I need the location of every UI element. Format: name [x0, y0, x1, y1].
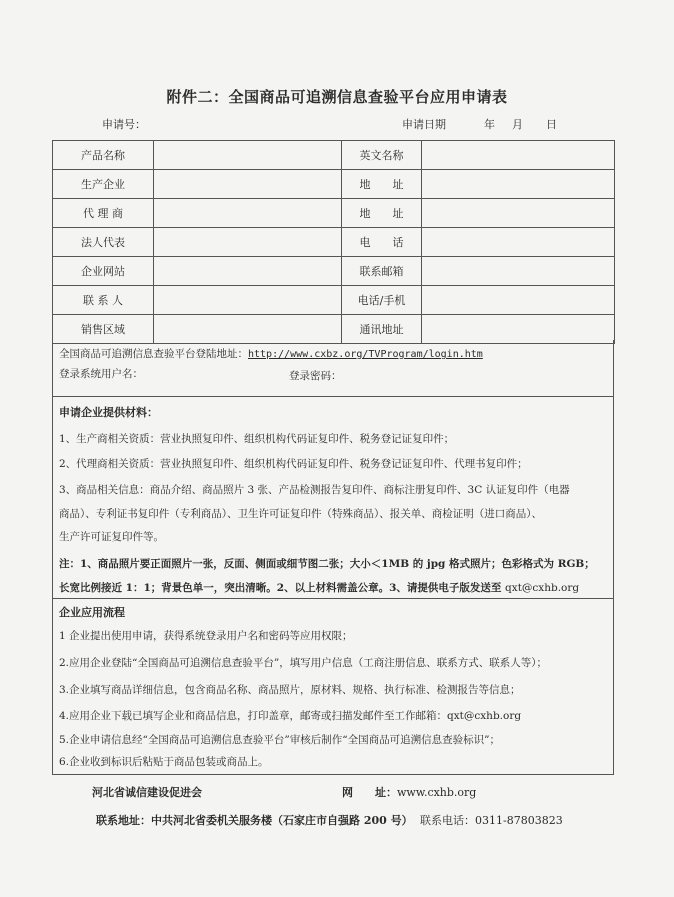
material-item: 商品）、专利证书复印件（专利商品）、卫生许可证复印件（特殊商品）、报关单、商检证明（进口商品）、 [59, 508, 542, 520]
field-value-input[interactable] [422, 257, 615, 286]
material-item: 3、商品相关信息：商品介绍、商品照片 3 张、产品检测报告复印件、商标注册复印件、3C 认证复印件（电器 [59, 484, 570, 496]
field-value-input[interactable] [154, 286, 342, 315]
materials-email: qxt@cxhb.org [505, 582, 580, 594]
process-heading: 企业应用流程 [59, 606, 125, 619]
username-label: 登录系统用户名： [59, 368, 143, 380]
field-value-input[interactable] [422, 170, 615, 199]
process-step: 4.应用企业下载已填写企业和商品信息，打印盖章，邮寄或扫描发邮件至工作邮箱：qxt@cxhb.org [59, 710, 522, 722]
login-address-label: 全国商品可追溯信息查验平台登陆地址： [59, 348, 248, 360]
field-label: 地 址 [342, 199, 422, 228]
field-label: 生产企业 [53, 170, 154, 199]
info-row [53, 141, 615, 170]
date-year-unit: 年 [484, 118, 495, 131]
login-address [59, 346, 483, 361]
info-table [52, 140, 615, 344]
footer-website-value: www.cxhb.org [397, 786, 477, 799]
field-label: 通讯地址 [342, 315, 422, 344]
field-label: 代 理 商 [53, 199, 154, 228]
process-box [52, 598, 614, 775]
process-step: 1 企业提出使用申请，获得系统登录用户名和密码等应用权限； [59, 630, 353, 642]
footer-website-label: 网 址： [342, 786, 397, 799]
field-label: 英文名称 [342, 141, 422, 170]
info-row [53, 286, 615, 315]
field-value-input[interactable] [154, 141, 342, 170]
field-value-input[interactable] [422, 286, 615, 315]
footer-org: 河北省诚信建设促进会 [92, 786, 202, 799]
field-value-input[interactable] [422, 141, 615, 170]
footer-address: 联系地址：中共河北省委机关服务楼（石家庄市自强路 200 号） [96, 814, 413, 827]
field-value-input[interactable] [154, 228, 342, 257]
material-item: 2、代理商相关资质：营业执照复印件、组织机构代码证复印件、税务登记证复印件、代理书复印件； [59, 458, 528, 470]
date-day-unit: 日 [546, 118, 557, 131]
field-value-input[interactable] [422, 199, 615, 228]
process-step: 6.企业收到标识后粘贴于商品包装或商品上。 [59, 756, 269, 768]
field-label: 联 系 人 [53, 286, 154, 315]
info-row [53, 199, 615, 228]
form-title: 附件二：全国商品可追溯信息查验平台应用申请表 [166, 88, 508, 106]
process-step: 5.企业申请信息经“全国商品可追溯信息查验平台”审核后制作“全国商品可追溯信息查验标识”； [59, 734, 500, 746]
field-label: 电话/手机 [342, 286, 422, 315]
process-step: 3.企业填写商品详细信息，包含商品名称、商品照片，原材料、规格、执行标准、检测报告等信息； [59, 684, 521, 696]
material-item: 1、生产商相关资质：营业执照复印件、组织机构代码证复印件、税务登记证复印件； [59, 433, 455, 445]
field-value-input[interactable] [154, 257, 342, 286]
info-row [53, 170, 615, 199]
login-url-link[interactable]: http://www.cxbz.org/TVProgram/login.htm [248, 349, 483, 360]
field-value-input[interactable] [154, 199, 342, 228]
info-row [53, 257, 615, 286]
materials-note-1: 注：1、商品照片要正面照片一张，反面、侧面或细节图二张；大小＜1MB 的 jpg 格式照片；色彩格式为 RGB； [59, 558, 595, 570]
field-label: 联系邮箱 [342, 257, 422, 286]
footer-website [342, 784, 476, 800]
apply-date-label: 申请日期 [402, 118, 446, 131]
apply-no-label: 申请号： [102, 118, 146, 131]
materials-heading: 申请企业提供材料： [59, 406, 158, 419]
field-label: 产品名称 [53, 141, 154, 170]
field-label: 地 址 [342, 170, 422, 199]
field-value-input[interactable] [154, 170, 342, 199]
process-step: 2.应用企业登陆“全国商品可追溯信息查验平台”，填写用户信息（工商注册信息、联系方式、联系人等）； [59, 657, 548, 669]
password-label: 登录密码： [289, 370, 342, 382]
footer-phone: 联系电话：0311-87803823 [420, 814, 563, 827]
materials-box [52, 396, 614, 599]
field-label: 企业网站 [53, 257, 154, 286]
materials-note-2-text: 长宽比例接近 1：1；背景色单一，突出清晰。2、以上材料需盖公章。3、请提供电子版发送至 [59, 582, 502, 594]
login-info-box [52, 340, 614, 397]
date-month-unit: 月 [512, 118, 523, 131]
field-label: 销售区域 [53, 315, 154, 344]
field-label: 法人代表 [53, 228, 154, 257]
info-row [53, 228, 615, 257]
material-item: 生产许可证复印件等。 [59, 531, 164, 543]
field-value-input[interactable] [422, 228, 615, 257]
field-label: 电 话 [342, 228, 422, 257]
materials-note-2 [59, 580, 579, 595]
